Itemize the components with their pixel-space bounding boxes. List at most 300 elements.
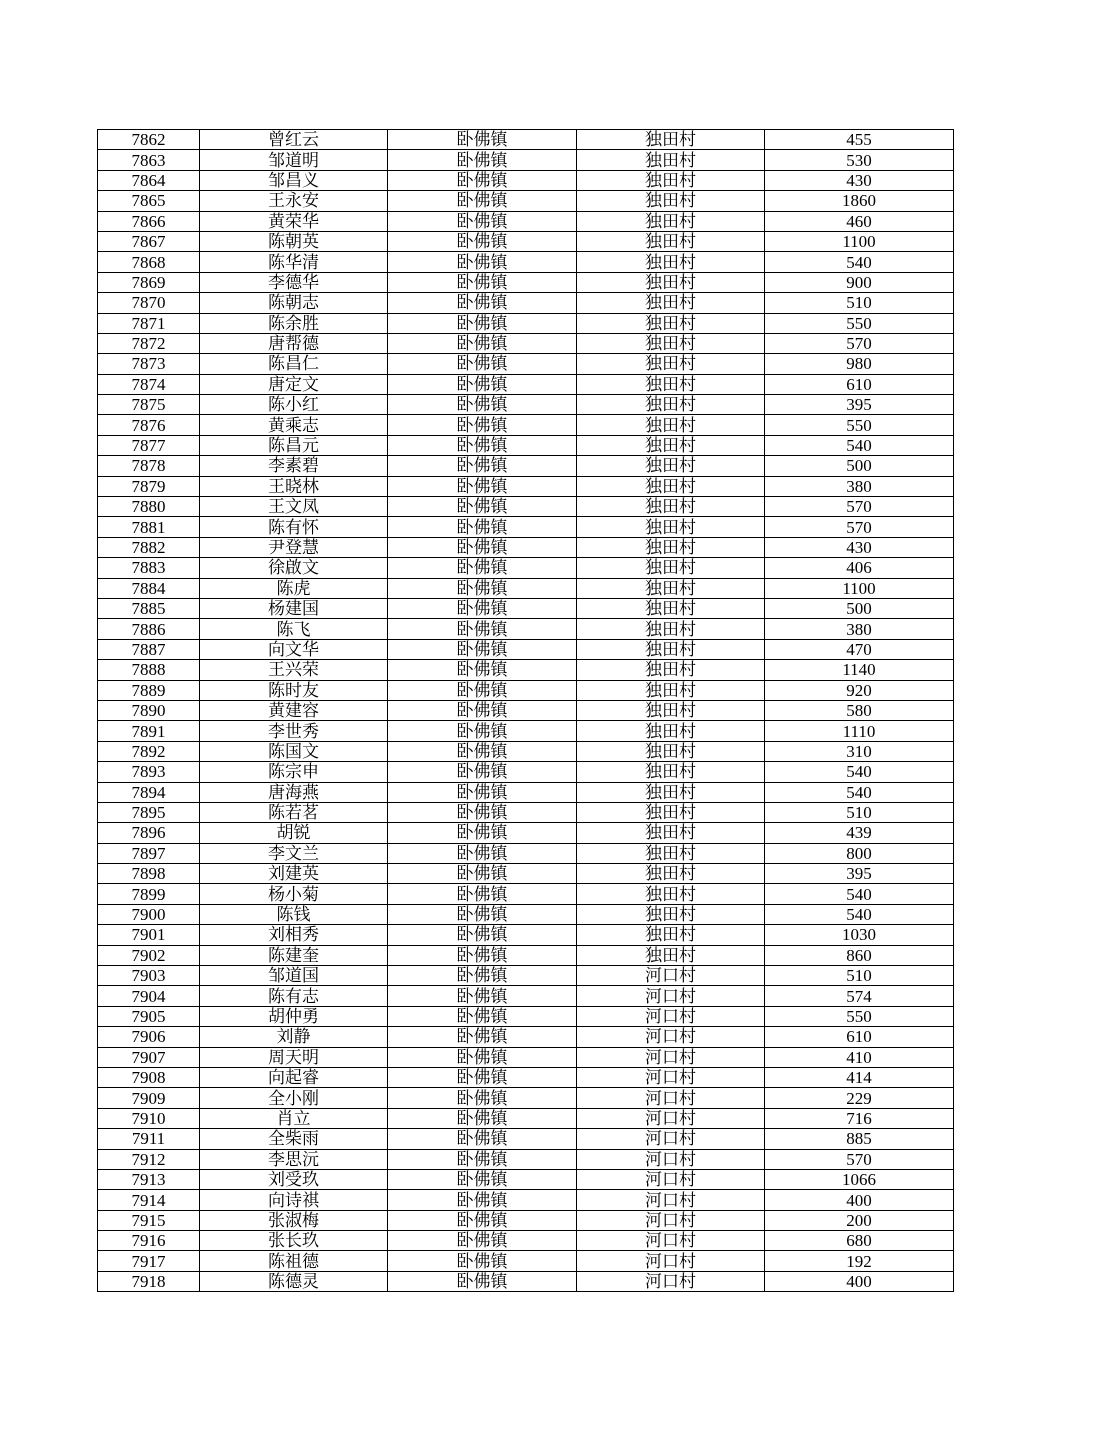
name-cell: 黄乘志 <box>200 415 388 435</box>
row-number-cell: 7868 <box>98 252 200 272</box>
row-number-cell: 7874 <box>98 374 200 394</box>
table-row <box>98 456 954 476</box>
amount-cell: 1110 <box>765 721 954 741</box>
amount-cell: 510 <box>765 966 954 986</box>
town-cell: 卧佛镇 <box>388 1067 577 1087</box>
name-cell: 李文兰 <box>200 843 388 863</box>
village-cell: 独田村 <box>577 741 765 761</box>
village-cell: 河口村 <box>577 966 765 986</box>
town-cell: 卧佛镇 <box>388 1027 577 1047</box>
amount-cell: 470 <box>765 639 954 659</box>
table-row <box>98 619 954 639</box>
name-cell: 陈国文 <box>200 741 388 761</box>
name-cell: 陈昌仁 <box>200 354 388 374</box>
row-number-cell: 7884 <box>98 578 200 598</box>
amount-cell: 410 <box>765 1047 954 1067</box>
row-number-cell: 7911 <box>98 1129 200 1149</box>
town-cell: 卧佛镇 <box>388 354 577 374</box>
amount-cell: 414 <box>765 1067 954 1087</box>
row-number-cell: 7907 <box>98 1047 200 1067</box>
amount-cell: 885 <box>765 1129 954 1149</box>
village-cell: 独田村 <box>577 293 765 313</box>
row-number-cell: 7870 <box>98 293 200 313</box>
row-number-cell: 7878 <box>98 456 200 476</box>
table-row <box>98 966 954 986</box>
table-row <box>98 497 954 517</box>
name-cell: 张长玖 <box>200 1231 388 1251</box>
table-row <box>98 191 954 211</box>
amount-cell: 716 <box>765 1108 954 1128</box>
row-number-cell: 7903 <box>98 966 200 986</box>
town-cell: 卧佛镇 <box>388 700 577 720</box>
town-cell: 卧佛镇 <box>388 884 577 904</box>
village-cell: 独田村 <box>577 823 765 843</box>
row-number-cell: 7912 <box>98 1149 200 1169</box>
town-cell: 卧佛镇 <box>388 476 577 496</box>
row-number-cell: 7904 <box>98 986 200 1006</box>
row-number-cell: 7883 <box>98 558 200 578</box>
amount-cell: 550 <box>765 1006 954 1026</box>
name-cell: 陈华清 <box>200 252 388 272</box>
town-cell: 卧佛镇 <box>388 741 577 761</box>
table-row <box>98 150 954 170</box>
row-number-cell: 7899 <box>98 884 200 904</box>
town-cell: 卧佛镇 <box>388 721 577 741</box>
name-cell: 胡锐 <box>200 823 388 843</box>
village-cell: 独田村 <box>577 170 765 190</box>
table-row <box>98 884 954 904</box>
village-cell: 独田村 <box>577 130 765 150</box>
village-cell: 独田村 <box>577 843 765 863</box>
table-row <box>98 925 954 945</box>
row-number-cell: 7909 <box>98 1088 200 1108</box>
row-number-cell: 7894 <box>98 782 200 802</box>
row-number-cell: 7900 <box>98 904 200 924</box>
name-cell: 陈宗申 <box>200 762 388 782</box>
table-row <box>98 313 954 333</box>
table-row <box>98 395 954 415</box>
row-number-cell: 7881 <box>98 517 200 537</box>
village-cell: 独田村 <box>577 476 765 496</box>
village-cell: 独田村 <box>577 354 765 374</box>
village-cell: 独田村 <box>577 619 765 639</box>
row-number-cell: 7893 <box>98 762 200 782</box>
table-row <box>98 1190 954 1210</box>
village-cell: 独田村 <box>577 578 765 598</box>
village-cell: 独田村 <box>577 374 765 394</box>
row-number-cell: 7917 <box>98 1251 200 1271</box>
row-number-cell: 7865 <box>98 191 200 211</box>
village-cell: 独田村 <box>577 435 765 455</box>
name-cell: 全柴雨 <box>200 1129 388 1149</box>
village-cell: 河口村 <box>577 1271 765 1291</box>
table-row <box>98 231 954 251</box>
name-cell: 陈德灵 <box>200 1271 388 1291</box>
village-cell: 独田村 <box>577 945 765 965</box>
table-row <box>98 578 954 598</box>
row-number-cell: 7915 <box>98 1210 200 1230</box>
table-row <box>98 476 954 496</box>
town-cell: 卧佛镇 <box>388 660 577 680</box>
amount-cell: 1860 <box>765 191 954 211</box>
amount-cell: 510 <box>765 293 954 313</box>
name-cell: 唐海燕 <box>200 782 388 802</box>
village-cell: 河口村 <box>577 1251 765 1271</box>
name-cell: 邹昌义 <box>200 170 388 190</box>
village-cell: 河口村 <box>577 1149 765 1169</box>
row-number-cell: 7908 <box>98 1067 200 1087</box>
amount-cell: 1100 <box>765 578 954 598</box>
row-number-cell: 7862 <box>98 130 200 150</box>
town-cell: 卧佛镇 <box>388 497 577 517</box>
amount-cell: 510 <box>765 802 954 822</box>
town-cell: 卧佛镇 <box>388 619 577 639</box>
data-table <box>97 129 954 1292</box>
town-cell: 卧佛镇 <box>388 904 577 924</box>
row-number-cell: 7892 <box>98 741 200 761</box>
town-cell: 卧佛镇 <box>388 598 577 618</box>
row-number-cell: 7916 <box>98 1231 200 1251</box>
amount-cell: 610 <box>765 374 954 394</box>
amount-cell: 920 <box>765 680 954 700</box>
village-cell: 河口村 <box>577 1027 765 1047</box>
village-cell: 独田村 <box>577 497 765 517</box>
amount-cell: 1140 <box>765 660 954 680</box>
village-cell: 独田村 <box>577 639 765 659</box>
row-number-cell: 7866 <box>98 211 200 231</box>
row-number-cell: 7889 <box>98 680 200 700</box>
name-cell: 唐帮德 <box>200 333 388 353</box>
amount-cell: 570 <box>765 497 954 517</box>
amount-cell: 540 <box>765 782 954 802</box>
town-cell: 卧佛镇 <box>388 1149 577 1169</box>
town-cell: 卧佛镇 <box>388 435 577 455</box>
table-body <box>98 130 954 1292</box>
town-cell: 卧佛镇 <box>388 170 577 190</box>
amount-cell: 406 <box>765 558 954 578</box>
town-cell: 卧佛镇 <box>388 823 577 843</box>
row-number-cell: 7886 <box>98 619 200 639</box>
table-row <box>98 721 954 741</box>
village-cell: 独田村 <box>577 211 765 231</box>
name-cell: 陈朝志 <box>200 293 388 313</box>
amount-cell: 430 <box>765 170 954 190</box>
village-cell: 独田村 <box>577 660 765 680</box>
village-cell: 独田村 <box>577 191 765 211</box>
village-cell: 独田村 <box>577 558 765 578</box>
name-cell: 李思沅 <box>200 1149 388 1169</box>
village-cell: 独田村 <box>577 762 765 782</box>
row-number-cell: 7898 <box>98 864 200 884</box>
village-cell: 独田村 <box>577 456 765 476</box>
table-row <box>98 435 954 455</box>
amount-cell: 500 <box>765 456 954 476</box>
name-cell: 陈虎 <box>200 578 388 598</box>
name-cell: 陈飞 <box>200 619 388 639</box>
name-cell: 黄建容 <box>200 700 388 720</box>
amount-cell: 455 <box>765 130 954 150</box>
row-number-cell: 7902 <box>98 945 200 965</box>
name-cell: 徐啟文 <box>200 558 388 578</box>
row-number-cell: 7901 <box>98 925 200 945</box>
row-number-cell: 7913 <box>98 1169 200 1189</box>
name-cell: 陈时友 <box>200 680 388 700</box>
name-cell: 向起睿 <box>200 1067 388 1087</box>
amount-cell: 550 <box>765 313 954 333</box>
name-cell: 刘相秀 <box>200 925 388 945</box>
name-cell: 陈昌元 <box>200 435 388 455</box>
name-cell: 杨建国 <box>200 598 388 618</box>
amount-cell: 395 <box>765 864 954 884</box>
name-cell: 刘建英 <box>200 864 388 884</box>
amount-cell: 540 <box>765 904 954 924</box>
amount-cell: 860 <box>765 945 954 965</box>
town-cell: 卧佛镇 <box>388 1251 577 1271</box>
amount-cell: 1100 <box>765 231 954 251</box>
name-cell: 邹道国 <box>200 966 388 986</box>
amount-cell: 980 <box>765 354 954 374</box>
table-row <box>98 354 954 374</box>
amount-cell: 192 <box>765 1251 954 1271</box>
table-row <box>98 660 954 680</box>
amount-cell: 900 <box>765 272 954 292</box>
row-number-cell: 7905 <box>98 1006 200 1026</box>
town-cell: 卧佛镇 <box>388 456 577 476</box>
village-cell: 独田村 <box>577 252 765 272</box>
row-number-cell: 7871 <box>98 313 200 333</box>
table-row <box>98 1231 954 1251</box>
village-cell: 独田村 <box>577 415 765 435</box>
row-number-cell: 7872 <box>98 333 200 353</box>
name-cell: 陈建奎 <box>200 945 388 965</box>
name-cell: 陈小红 <box>200 395 388 415</box>
amount-cell: 400 <box>765 1271 954 1291</box>
amount-cell: 380 <box>765 619 954 639</box>
village-cell: 独田村 <box>577 925 765 945</box>
amount-cell: 500 <box>765 598 954 618</box>
table-row <box>98 272 954 292</box>
town-cell: 卧佛镇 <box>388 843 577 863</box>
village-cell: 独田村 <box>577 272 765 292</box>
table-row <box>98 843 954 863</box>
town-cell: 卧佛镇 <box>388 1271 577 1291</box>
name-cell: 刘受玖 <box>200 1169 388 1189</box>
village-cell: 独田村 <box>577 721 765 741</box>
village-cell: 河口村 <box>577 986 765 1006</box>
town-cell: 卧佛镇 <box>388 1006 577 1026</box>
village-cell: 独田村 <box>577 150 765 170</box>
table-row <box>98 945 954 965</box>
amount-cell: 540 <box>765 435 954 455</box>
row-number-cell: 7896 <box>98 823 200 843</box>
town-cell: 卧佛镇 <box>388 1169 577 1189</box>
town-cell: 卧佛镇 <box>388 1088 577 1108</box>
amount-cell: 310 <box>765 741 954 761</box>
name-cell: 陈钱 <box>200 904 388 924</box>
town-cell: 卧佛镇 <box>388 517 577 537</box>
town-cell: 卧佛镇 <box>388 395 577 415</box>
name-cell: 王晓林 <box>200 476 388 496</box>
town-cell: 卧佛镇 <box>388 272 577 292</box>
village-cell: 独田村 <box>577 598 765 618</box>
table-row <box>98 1047 954 1067</box>
row-number-cell: 7875 <box>98 395 200 415</box>
name-cell: 唐定文 <box>200 374 388 394</box>
row-number-cell: 7890 <box>98 700 200 720</box>
row-number-cell: 7869 <box>98 272 200 292</box>
row-number-cell: 7876 <box>98 415 200 435</box>
row-number-cell: 7897 <box>98 843 200 863</box>
village-cell: 独田村 <box>577 333 765 353</box>
row-number-cell: 7906 <box>98 1027 200 1047</box>
amount-cell: 460 <box>765 211 954 231</box>
name-cell: 王文凤 <box>200 497 388 517</box>
village-cell: 河口村 <box>577 1067 765 1087</box>
row-number-cell: 7877 <box>98 435 200 455</box>
village-cell: 河口村 <box>577 1006 765 1026</box>
row-number-cell: 7887 <box>98 639 200 659</box>
town-cell: 卧佛镇 <box>388 986 577 1006</box>
town-cell: 卧佛镇 <box>388 211 577 231</box>
name-cell: 李素碧 <box>200 456 388 476</box>
name-cell: 李德华 <box>200 272 388 292</box>
amount-cell: 1066 <box>765 1169 954 1189</box>
amount-cell: 610 <box>765 1027 954 1047</box>
row-number-cell: 7918 <box>98 1271 200 1291</box>
town-cell: 卧佛镇 <box>388 191 577 211</box>
row-number-cell: 7879 <box>98 476 200 496</box>
village-cell: 独田村 <box>577 517 765 537</box>
village-cell: 独田村 <box>577 231 765 251</box>
town-cell: 卧佛镇 <box>388 1231 577 1251</box>
amount-cell: 580 <box>765 700 954 720</box>
row-number-cell: 7891 <box>98 721 200 741</box>
town-cell: 卧佛镇 <box>388 415 577 435</box>
village-cell: 河口村 <box>577 1231 765 1251</box>
town-cell: 卧佛镇 <box>388 558 577 578</box>
row-number-cell: 7867 <box>98 231 200 251</box>
village-cell: 独田村 <box>577 537 765 557</box>
table-row <box>98 1067 954 1087</box>
name-cell: 全小刚 <box>200 1088 388 1108</box>
amount-cell: 550 <box>765 415 954 435</box>
village-cell: 河口村 <box>577 1169 765 1189</box>
table-row <box>98 252 954 272</box>
name-cell: 王兴荣 <box>200 660 388 680</box>
town-cell: 卧佛镇 <box>388 130 577 150</box>
name-cell: 陈朝英 <box>200 231 388 251</box>
amount-cell: 570 <box>765 1149 954 1169</box>
town-cell: 卧佛镇 <box>388 313 577 333</box>
table-row <box>98 864 954 884</box>
town-cell: 卧佛镇 <box>388 1190 577 1210</box>
name-cell: 陈祖德 <box>200 1251 388 1271</box>
amount-cell: 540 <box>765 762 954 782</box>
row-number-cell: 7863 <box>98 150 200 170</box>
amount-cell: 395 <box>765 395 954 415</box>
table-row <box>98 1108 954 1128</box>
amount-cell: 800 <box>765 843 954 863</box>
table-row <box>98 333 954 353</box>
table-row <box>98 1271 954 1291</box>
row-number-cell: 7914 <box>98 1190 200 1210</box>
village-cell: 独田村 <box>577 700 765 720</box>
table-row <box>98 986 954 1006</box>
row-number-cell: 7873 <box>98 354 200 374</box>
name-cell: 胡仲勇 <box>200 1006 388 1026</box>
table-row <box>98 1169 954 1189</box>
table-row <box>98 823 954 843</box>
name-cell: 曾红云 <box>200 130 388 150</box>
table-row <box>98 293 954 313</box>
table-row <box>98 762 954 782</box>
town-cell: 卧佛镇 <box>388 639 577 659</box>
amount-cell: 229 <box>765 1088 954 1108</box>
table-row <box>98 1027 954 1047</box>
village-cell: 独田村 <box>577 782 765 802</box>
town-cell: 卧佛镇 <box>388 231 577 251</box>
town-cell: 卧佛镇 <box>388 966 577 986</box>
village-cell: 独田村 <box>577 313 765 333</box>
town-cell: 卧佛镇 <box>388 333 577 353</box>
town-cell: 卧佛镇 <box>388 1108 577 1128</box>
table-row <box>98 639 954 659</box>
table-row <box>98 802 954 822</box>
name-cell: 李世秀 <box>200 721 388 741</box>
village-cell: 独田村 <box>577 802 765 822</box>
town-cell: 卧佛镇 <box>388 293 577 313</box>
name-cell: 陈有志 <box>200 986 388 1006</box>
name-cell: 肖立 <box>200 1108 388 1128</box>
town-cell: 卧佛镇 <box>388 782 577 802</box>
amount-cell: 574 <box>765 986 954 1006</box>
amount-cell: 570 <box>765 333 954 353</box>
amount-cell: 439 <box>765 823 954 843</box>
town-cell: 卧佛镇 <box>388 578 577 598</box>
town-cell: 卧佛镇 <box>388 1129 577 1149</box>
village-cell: 河口村 <box>577 1108 765 1128</box>
amount-cell: 400 <box>765 1190 954 1210</box>
amount-cell: 540 <box>765 884 954 904</box>
amount-cell: 1030 <box>765 925 954 945</box>
amount-cell: 530 <box>765 150 954 170</box>
town-cell: 卧佛镇 <box>388 802 577 822</box>
table-row <box>98 700 954 720</box>
table-row <box>98 170 954 190</box>
village-cell: 河口村 <box>577 1129 765 1149</box>
table-row <box>98 1251 954 1271</box>
table-row <box>98 517 954 537</box>
village-cell: 独田村 <box>577 680 765 700</box>
row-number-cell: 7895 <box>98 802 200 822</box>
town-cell: 卧佛镇 <box>388 1210 577 1230</box>
town-cell: 卧佛镇 <box>388 762 577 782</box>
table-row <box>98 680 954 700</box>
name-cell: 杨小菊 <box>200 884 388 904</box>
name-cell: 刘静 <box>200 1027 388 1047</box>
table-row <box>98 130 954 150</box>
table-row <box>98 1149 954 1169</box>
table-row <box>98 1088 954 1108</box>
town-cell: 卧佛镇 <box>388 945 577 965</box>
name-cell: 向文华 <box>200 639 388 659</box>
amount-cell: 430 <box>765 537 954 557</box>
name-cell: 黄荣华 <box>200 211 388 231</box>
village-cell: 河口村 <box>577 1047 765 1067</box>
town-cell: 卧佛镇 <box>388 864 577 884</box>
name-cell: 陈若茗 <box>200 802 388 822</box>
table-row <box>98 782 954 802</box>
